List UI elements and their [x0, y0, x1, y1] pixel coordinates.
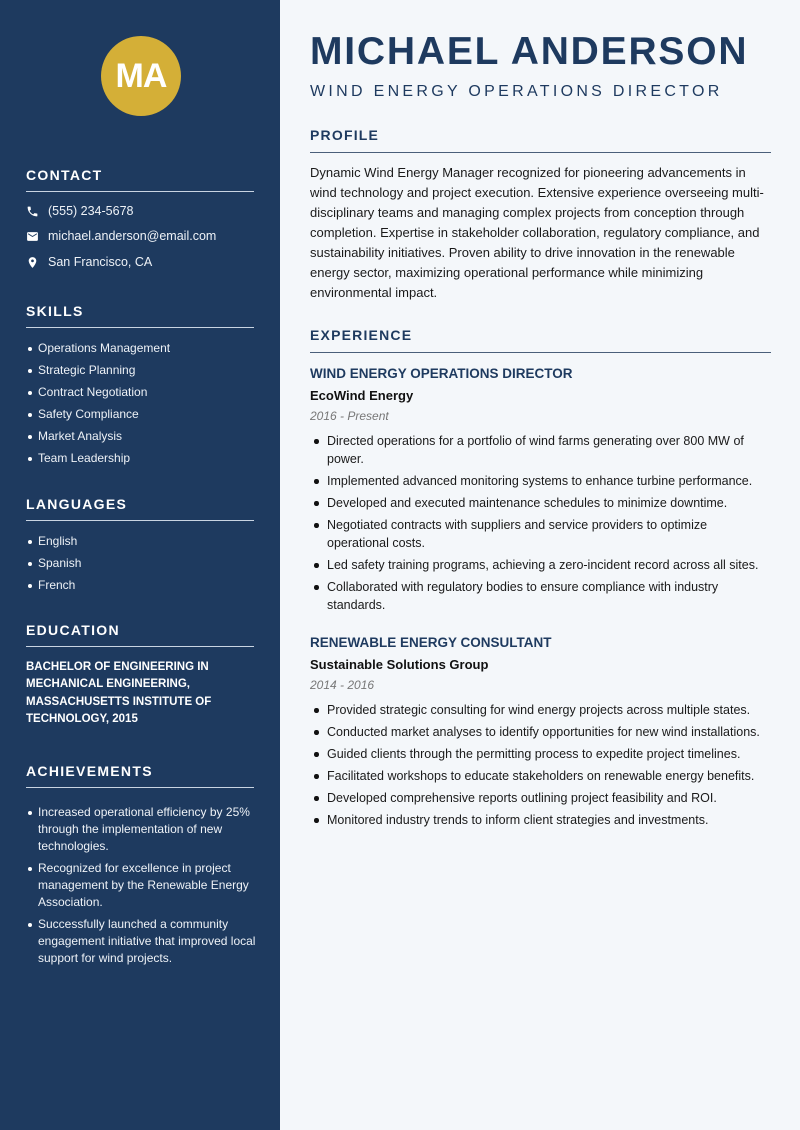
skill-item: Contract Negotiation — [26, 381, 256, 403]
job-bullet: Directed operations for a portfolio of wind farms generating over 800 MW of power. — [310, 432, 772, 468]
job-company: Sustainable Solutions Group — [310, 657, 489, 672]
avatar: MA — [101, 36, 181, 116]
job-bullet: Monitored industry trends to inform client strategies and investments. — [310, 811, 772, 829]
experience-heading: EXPERIENCE — [310, 327, 771, 353]
profile-text: Dynamic Wind Energy Manager recognized for pioneering advancements in wind technology and project execution. Extensive experience overseeing multi-disciplinary teams and managing complex projects from conception through completion. Expertise in stakeholder collaboration, regulatory compliance, and sustainability initiatives. Proven ability to drive innovation in the renewable energy sector, maximizing operational performance while minimizing environmental impact. — [310, 165, 764, 300]
job-title: RENEWABLE ENERGY CONSULTANT — [310, 635, 552, 650]
job-bullet: Facilitated workshops to educate stakeholders on renewable energy benefits. — [310, 767, 772, 785]
email-text: michael.anderson@email.com — [48, 229, 217, 243]
education-heading: EDUCATION — [26, 622, 254, 647]
achievements-list — [26, 804, 258, 972]
achievement-item: Successfully launched a community engagement initiative that improved local support for wind projects. — [26, 916, 258, 967]
job-bullet: Developed and executed maintenance schedules to minimize downtime. — [310, 494, 772, 512]
email-icon — [26, 230, 39, 243]
skills-list — [26, 337, 256, 469]
skill-item: Safety Compliance — [26, 403, 256, 425]
job-dates: 2016 - Present — [310, 409, 389, 423]
language-item: Spanish — [26, 552, 256, 574]
candidate-name: MICHAEL ANDERSON — [310, 30, 749, 73]
job-bullet: Collaborated with regulatory bodies to ensure compliance with industry standards. — [310, 578, 772, 614]
language-item: English — [26, 530, 256, 552]
job-bullet: Led safety training programs, achieving a zero-incident record across all sites. — [310, 556, 772, 574]
job-bullet: Developed comprehensive reports outlining project feasibility and ROI. — [310, 789, 772, 807]
job-bullets — [310, 432, 772, 614]
contact-email — [26, 229, 216, 243]
skill-item: Team Leadership — [26, 447, 256, 469]
candidate-title: WIND ENERGY OPERATIONS DIRECTOR — [310, 83, 723, 100]
contact-location — [26, 255, 152, 269]
job-bullet: Implemented advanced monitoring systems to enhance turbine performance. — [310, 472, 772, 490]
job-company: EcoWind Energy — [310, 388, 414, 403]
profile-heading: PROFILE — [310, 127, 771, 153]
achievement-item: Increased operational efficiency by 25% through the implementation of new technologies. — [26, 804, 258, 855]
skill-item: Operations Management — [26, 337, 256, 359]
phone-icon — [26, 205, 39, 218]
job-bullet: Conducted market analyses to identify opportunities for new wind installations. — [310, 723, 772, 741]
education-entry: BACHELOR OF ENGINEERING IN MECHANICAL ENGINEERING, MASSACHUSETTS INSTITUTE OF TECHNOLOGY, 2015 — [26, 661, 212, 725]
job-entry — [310, 632, 772, 833]
contact-phone — [26, 204, 133, 218]
sidebar — [0, 0, 280, 1130]
achievement-item: Recognized for excellence in project management by the Renewable Energy Association. — [26, 860, 258, 911]
job-entry — [310, 363, 772, 618]
phone-text: (555) 234-5678 — [48, 204, 134, 218]
job-title: WIND ENERGY OPERATIONS DIRECTOR — [310, 366, 573, 381]
languages-heading: LANGUAGES — [26, 496, 254, 521]
skill-item: Strategic Planning — [26, 359, 256, 381]
location-text: San Francisco, CA — [48, 255, 153, 269]
job-bullet: Guided clients through the permitting process to expedite project timelines. — [310, 745, 772, 763]
job-bullet: Provided strategic consulting for wind energy projects across multiple states. — [310, 701, 772, 719]
contact-heading: CONTACT — [26, 167, 254, 192]
job-bullets — [310, 701, 772, 829]
languages-list — [26, 530, 256, 596]
skills-heading: SKILLS — [26, 303, 254, 328]
location-pin-icon — [26, 256, 39, 269]
skill-item: Market Analysis — [26, 425, 256, 447]
job-bullet: Negotiated contracts with suppliers and service providers to optimize operational costs. — [310, 516, 772, 552]
achievements-heading: ACHIEVEMENTS — [26, 763, 254, 788]
job-dates: 2014 - 2016 — [310, 678, 375, 692]
language-item: French — [26, 574, 256, 596]
